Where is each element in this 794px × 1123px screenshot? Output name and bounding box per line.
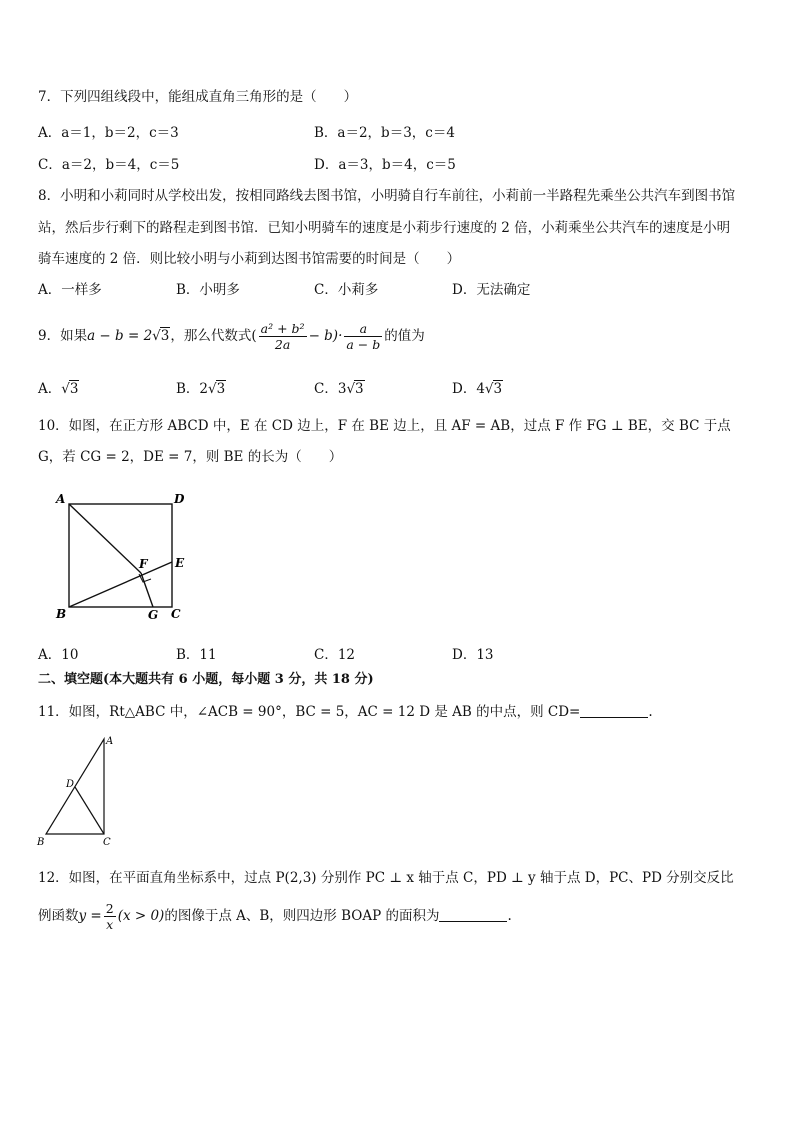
q12-line-2: 例函数y = $\frac{2}{x}$ (x > 0)的图像于点 A、B，则四边形 BOAP 的面积为 . [38, 901, 512, 932]
q9-condition-root: √3 [152, 328, 170, 344]
label-g: G [148, 608, 159, 622]
q10-option-a: A．10 [38, 647, 79, 663]
q7-stem: 7．下列四组线段中，能组成直角三角形的是（ ） [38, 89, 358, 105]
q9-option-c: C．3√3 [314, 381, 364, 397]
q8-option-b: B．小明多 [176, 282, 240, 298]
q9-option-b: B．2√3 [176, 381, 226, 397]
label-d: D [174, 492, 185, 506]
label-f: F [139, 557, 148, 571]
q8-line-2: 站，然后步行剩下的路程走到图书馆．已知小明骑车的速度是小莉步行速度的 2 倍，小莉乘坐公共汽车的速度是小明 [38, 220, 731, 236]
segment-be [69, 562, 172, 607]
label-a: A [56, 492, 66, 506]
q8-option-a: A．一样多 [38, 282, 102, 298]
q8-option-c: C．小莉多 [314, 282, 379, 298]
q9-condition: a − b = 2 [87, 328, 153, 344]
q9-suffix: 的值为 [384, 328, 425, 344]
q9-mid: ，那么代数式 [170, 328, 252, 344]
segment-fg [141, 573, 153, 607]
q9-fraction-2: $\frac{a}{a - b}$ [346, 321, 381, 352]
q11-triangle-figure [34, 734, 124, 852]
label-c: C [103, 837, 111, 848]
q12-function-y: y = [78, 908, 102, 924]
q12-line-1: 12．如图，在平面直角坐标系中，过点 P(2,3) 分别作 PC ⊥ x 轴于点 C，PD ⊥ y 轴于点 D，PC、PD 分别交反比 [38, 870, 734, 886]
q7-option-d: D．a＝3，b＝4，c＝5 [314, 157, 456, 173]
segment-af [69, 504, 141, 573]
q7-option-a: A．a＝1，b＝2，c＝3 [38, 125, 179, 141]
q9-option-d: D．4√3 [452, 381, 503, 397]
q10-line-1: 10．如图，在正方形 ABCD 中，E 在 CD 边上，F 在 BE 边上，且 AF = AB，过点 F 作 FG ⊥ BE，交 BC 于点 [38, 418, 731, 434]
q9-minus-b: − b)· [308, 328, 343, 344]
q9-prefix: 9．如果 [38, 328, 88, 344]
q8-option-d: D．无法确定 [452, 282, 531, 298]
section-2-title: 二、填空题(本大题共有 6 小题，每小题 3 分，共 18 分) [38, 672, 374, 687]
label-c: C [171, 607, 181, 621]
q10-option-c: C．12 [314, 647, 356, 663]
label-e: E [175, 556, 185, 570]
label-a: A [106, 736, 114, 747]
q10-option-b: B．11 [176, 647, 217, 663]
q12-function-condition: (x > 0) [117, 908, 165, 924]
q12-answer-blank[interactable] [439, 909, 507, 922]
q8-line-3: 骑车速度的 2 倍．则比较小明与小莉到达图书馆需要的时间是（ ） [38, 251, 461, 267]
q8-line-1: 8．小明和小莉同时从学校出发，按相同路线去图书馆，小明骑自行车前往，小莉前一半路程先乘坐公共汽车到图书馆 [38, 188, 736, 204]
q9-option-a: A．√3 [38, 381, 79, 397]
q7-option-c: C．a＝2，b＝4，c＝5 [38, 157, 180, 173]
q9-fraction-1: $\frac{\text{a² + b²}}{2a}$ [260, 321, 305, 352]
label-d: D [66, 779, 75, 790]
q10-square-figure [50, 486, 200, 626]
label-b: B [56, 607, 67, 621]
segment-cd [75, 787, 104, 834]
q10-option-d: D．13 [452, 647, 494, 663]
q11-stem: 11．如图，Rt△ABC 中，∠ACB = 90°，BC = 5，AC = 12 D 是 AB 的中点，则 CD= . [38, 704, 653, 720]
q12-function-fraction: $\frac{2}{x}$ [105, 901, 114, 932]
label-b: B [37, 837, 45, 848]
q10-line-2: G，若 CG = 2，DE = 7，则 BE 的长为（ ） [38, 449, 343, 465]
q11-answer-blank[interactable] [580, 705, 648, 718]
q9-stem: 9．如果a − b = 2√3，那么代数式( $\frac{\text{a² + b²}}{2a}$ − b)· $\frac{a}{a - b}$ 的值为 [38, 318, 425, 354]
q7-option-b: B．a＝2，b＝3，c＝4 [314, 125, 455, 141]
